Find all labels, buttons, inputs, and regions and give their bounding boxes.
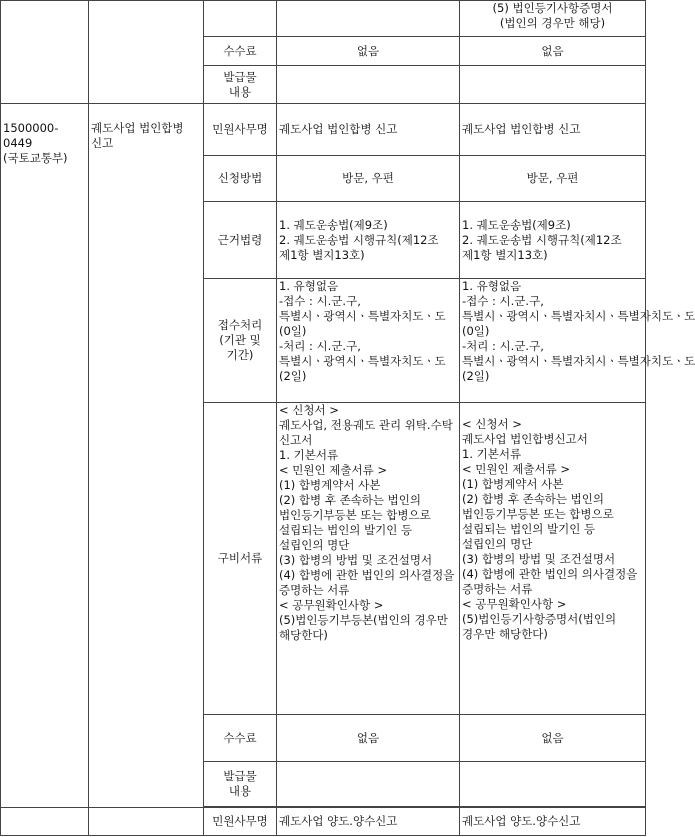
docs-right: < 신청서 > 궤도사업 법인합병신고서 1. 기본서류 < 민원인 제출서류 > (1) 합병계약서 사본 (2) 합병 후 존속하는 법인의 법인등기부등본 또는 합병으로 설립되는 법인의 발기인 등 설립인의 명단 (3) 합병의 방법 및 조건설명서 (4) 합병에 관한 법인의 의사결정을 증명하는 서류 < 공무원확인사항 > (5)법인등기사항증명서(법인의 경우만 해당한다)	[460, 403, 646, 715]
process-right: 1. 유형없음 -접수 : 시.군.구, 특별시ㆍ광역시ㆍ특별자치시ㆍ특별자치도ㆍ도(0일) -처리 : 시.군.구, 특별시ㆍ광역시ㆍ특별자치시ㆍ특별자치도ㆍ도(2일)	[460, 279, 646, 403]
method-right: 방문, 우편	[460, 156, 646, 202]
office-name-left: 궤도사업 법인합병 신고	[277, 104, 460, 156]
method-left: 방문, 우편	[277, 156, 460, 202]
service-code: 1500000-0449 (국토교통부)	[1, 104, 89, 808]
issue-left-value	[277, 762, 460, 807]
docs-left: < 신청서 > 궤도사업, 전용궤도 관리 위탁.수탁 신고서 1. 기본서류 < 민원인 제출서류 > (1) 합병계약서 사본 (2) 합병 후 존속하는 법인의 법인등기부등본 또는 합병으로 설립되는 법인의 발기인 등 설립인의 명단 (3) 합병의 방법 및 조건설명서 (4) 합병에 관한 법인의 의사결정을 증명하는 서류 < 공무원확인사항 > (5)법인등기부등본(법인의 경우만 해당한다)	[277, 403, 460, 715]
office-name-right: 궤도사업 양도.양수신고	[460, 808, 646, 836]
fee-left-value: 없음	[277, 715, 460, 762]
table-row	[1, 1, 646, 37]
next-title-cell	[89, 808, 204, 836]
table-row	[1, 104, 646, 156]
office-name-left: 궤도사업 양도.양수신고	[277, 808, 460, 836]
fee-left-value: 없음	[277, 37, 460, 66]
prev-right-cont-cell: (5) 법인등기사항증명서 (법인의 경우만 해당)	[460, 1, 646, 37]
office-name-label: 민원사무명	[204, 808, 277, 836]
issue-label: 발급물 내용	[204, 762, 277, 807]
process-left: 1. 유형없음 -접수 : 시.군.구, 특별시ㆍ광역시ㆍ특별자치도ㆍ도(0일) -처리 : 시.군.구, 특별시ㆍ광역시ㆍ특별자치도ㆍ도(2일)	[277, 279, 460, 403]
method-label: 신청방법	[204, 156, 277, 202]
issue-left-value	[277, 66, 460, 104]
table-row	[1, 808, 646, 836]
law-label: 근거법령	[204, 202, 277, 279]
prev-left-cell	[277, 1, 460, 37]
fee-right-value: 없음	[460, 715, 646, 762]
issue-label: 발급물 내용	[204, 66, 277, 104]
process-label: 접수처리 (기관 및 기간)	[204, 279, 277, 403]
fee-label: 수수료	[204, 37, 277, 66]
office-name-label: 민원사무명	[204, 104, 277, 156]
issue-right-value	[460, 762, 646, 807]
office-name-right: 궤도사업 법인합병 신고	[460, 104, 646, 156]
law-right: 1. 궤도운송법(제9조) 2. 궤도운송법 시행규칙(제12조 제1항 별지13호)	[460, 202, 646, 279]
prev-code-cell	[1, 1, 89, 104]
law-left: 1. 궤도운송법(제9조) 2. 궤도운송법 시행규칙(제12조 제1항 별지13호)	[277, 202, 460, 279]
issue-right-value	[460, 66, 646, 104]
next-code-cell	[1, 808, 89, 836]
prev-label-cell	[204, 1, 277, 37]
service-title: 궤도사업 법인합병 신고	[89, 104, 204, 808]
prev-title-cell	[89, 1, 204, 104]
docs-label: 구비서류	[204, 403, 277, 715]
fee-right-value: 없음	[460, 37, 646, 66]
fee-label: 수수료	[204, 715, 277, 762]
